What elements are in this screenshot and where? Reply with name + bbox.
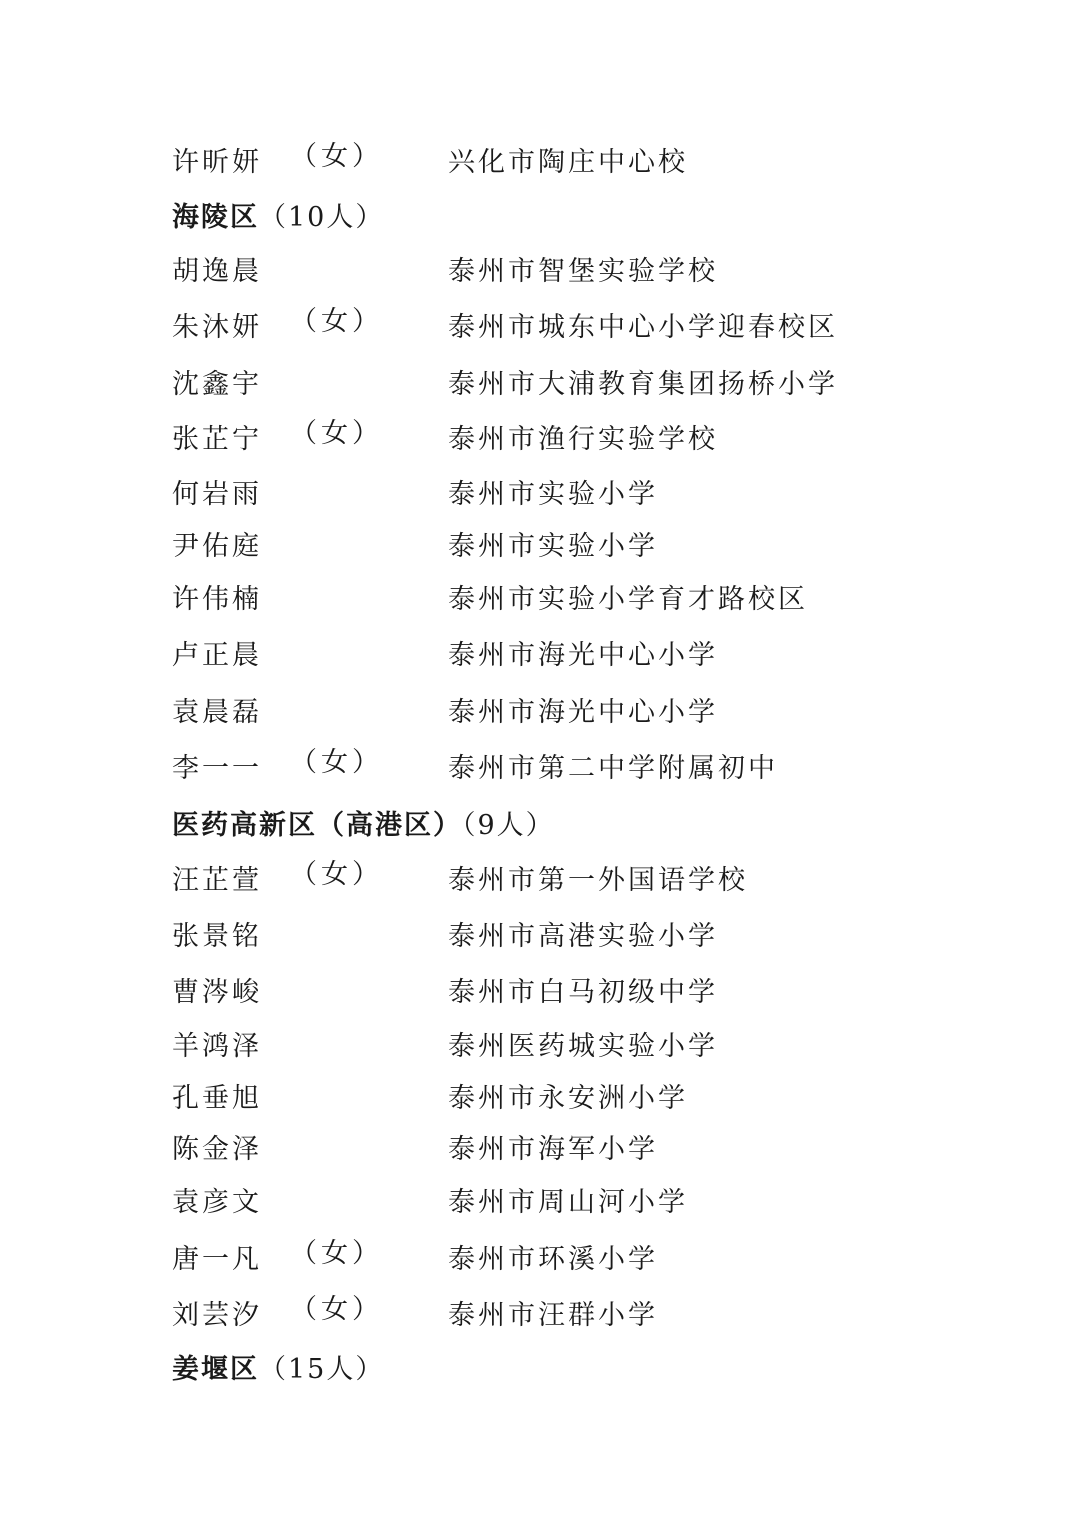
student-name: 尹佑庭 [172,531,262,562]
section-count: （10人） [259,202,385,233]
student-name: 汪芷萱 [172,865,262,896]
student-name: 袁彦文 [172,1187,262,1218]
list-item [172,1240,1052,1280]
section-count: （15人） [259,1354,385,1385]
list-item [172,636,1052,676]
list-item [172,527,1052,567]
school-name: 泰州市实验小学 [448,531,658,562]
student-name: 胡逸晨 [172,256,262,287]
student-name: 沈鑫宇 [172,369,262,400]
list-item [172,693,1052,733]
list-item [172,1183,1052,1223]
section-label: 海陵区 [172,202,259,233]
student-name: 袁晨磊 [172,697,262,728]
school-name: 泰州市高港实验小学 [448,921,718,952]
gender-note: （女） [290,747,383,778]
school-name: 泰州市实验小学育才路校区 [448,584,808,615]
section-count: （9人） [462,810,555,841]
list-item [172,580,1052,620]
student-name: 许昕妍 [172,147,262,178]
list-item [172,365,1052,405]
school-name: 泰州市环溪小学 [448,1244,658,1275]
school-name: 泰州市智堡实验学校 [448,256,718,287]
student-name: 何岩雨 [172,479,262,510]
school-name: 泰州市海光中心小学 [448,640,718,671]
school-name: 泰州市实验小学 [448,479,658,510]
school-name: 泰州市永安洲小学 [448,1083,688,1114]
student-name: 朱沐妍 [172,312,262,343]
school-name: 泰州医药城实验小学 [448,1031,718,1062]
gender-note: （女） [290,306,383,337]
student-name: 孔垂旭 [172,1083,262,1114]
gender-note: （女） [290,141,383,172]
list-item [172,1027,1052,1067]
student-name: 曹涔峻 [172,977,262,1008]
school-name: 泰州市汪群小学 [448,1300,658,1331]
gender-note: （女） [290,418,383,449]
section-heading-yiyao [172,806,555,846]
list-item [172,308,1052,348]
section-heading-jiangyan [172,1350,384,1390]
list-item [172,1130,1052,1170]
section-label: 姜堰区 [172,1354,259,1385]
student-name: 唐一凡 [172,1244,262,1275]
student-name: 卢正晨 [172,640,262,671]
student-name: 刘芸汐 [172,1300,262,1331]
section-heading-hailing [172,198,384,238]
school-name: 泰州市周山河小学 [448,1187,688,1218]
gender-note: （女） [290,859,383,890]
list-item [172,475,1052,515]
list-item [172,252,1052,292]
list-item [172,917,1052,957]
list-item [172,1296,1052,1336]
student-name: 张芷宁 [172,424,262,455]
school-name: 泰州市海光中心小学 [448,697,718,728]
student-name: 羊鸿泽 [172,1031,262,1062]
list-item [172,861,1052,901]
school-name: 泰州市白马初级中学 [448,977,718,1008]
school-name: 泰州市第二中学附属初中 [448,753,778,784]
school-name: 泰州市渔行实验学校 [448,424,718,455]
school-name: 泰州市第一外国语学校 [448,865,748,896]
section-label: 医药高新区（高港区） [172,810,462,841]
list-item [172,420,1052,460]
school-name: 泰州市大浦教育集团扬桥小学 [448,369,838,400]
student-name: 李一一 [172,753,262,784]
student-name: 许伟楠 [172,584,262,615]
school-name: 泰州市海军小学 [448,1134,658,1165]
list-item [172,973,1052,1013]
list-item [172,143,1052,183]
school-name: 兴化市陶庄中心校 [448,147,688,178]
list-item [172,1079,1052,1119]
list-item [172,749,1052,789]
school-name: 泰州市城东中心小学迎春校区 [448,312,838,343]
student-name: 张景铭 [172,921,262,952]
gender-note: （女） [290,1238,383,1269]
gender-note: （女） [290,1294,383,1325]
student-name: 陈金泽 [172,1134,262,1165]
